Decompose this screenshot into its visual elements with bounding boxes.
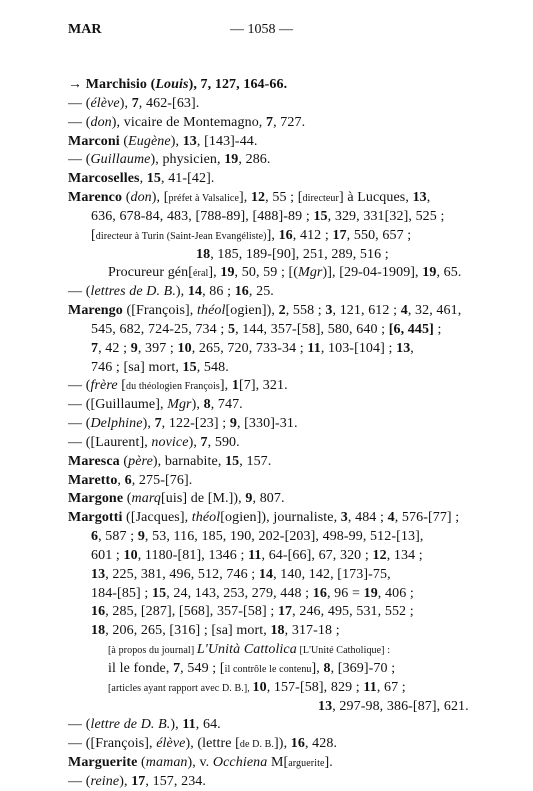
text-run: [7], 321. xyxy=(238,378,288,394)
text-run: , 41-[42]. xyxy=(161,171,215,187)
bold-run: 19 xyxy=(220,265,235,281)
text-run: ], xyxy=(266,227,279,243)
italic-run: Eugène xyxy=(128,133,171,149)
bold-run: 13 xyxy=(396,340,411,356)
text-run: ), physicien, xyxy=(150,152,225,168)
text-run: , 285, [287], [568], 357-[58] ; xyxy=(105,604,278,620)
bold-run: 5 xyxy=(227,321,236,337)
entry-line xyxy=(68,772,206,791)
text-run: ([Jacques], xyxy=(122,510,192,526)
bold-run: 7 xyxy=(131,95,139,111)
entry-line xyxy=(68,150,271,170)
small-run: directeur à Turin (Saint-Jean Evangéliste) xyxy=(95,230,267,242)
small-run: éral xyxy=(192,268,209,280)
bold-run: 11 xyxy=(307,340,321,356)
text-run: ], xyxy=(208,265,221,281)
bold-run: 16 xyxy=(91,604,106,620)
text-run: , 225, 381, 496, 512, 746 ; xyxy=(105,566,259,582)
bold-run: 12 xyxy=(372,547,387,563)
entry-line xyxy=(108,263,461,284)
entry-line xyxy=(68,395,243,415)
bold-run: 9 xyxy=(229,416,237,432)
entry-line xyxy=(68,414,298,434)
text-run: )], [29-04-1909], xyxy=(322,265,423,281)
bold-run: 16 xyxy=(312,585,327,601)
text-run: — ( xyxy=(68,284,91,300)
text-run: , 50, 59 ; [( xyxy=(234,265,299,281)
text-run: , xyxy=(117,472,125,488)
bold-run: 15 xyxy=(151,585,167,601)
small-run: préfet à Valsalice xyxy=(168,193,239,205)
text-run: , 53, 116, 185, 190, 202-[203], 498-99, 512-[13], xyxy=(144,529,424,545)
entry-line xyxy=(196,245,389,265)
italic-run: novice xyxy=(151,434,189,450)
bold-run: 2 xyxy=(278,303,286,319)
bold-run: 13 xyxy=(91,566,106,582)
italic-run: Louis xyxy=(155,77,189,92)
text-run: ), xyxy=(188,77,201,92)
bold-run: 11 xyxy=(182,717,196,733)
entry-line xyxy=(91,339,414,359)
text-run: , 484 ; xyxy=(347,510,388,526)
text-run: , 134 ; xyxy=(386,547,423,563)
running-header-section: MAR xyxy=(68,22,102,37)
entry-line-marchisio xyxy=(68,75,287,95)
bold-run: 1 xyxy=(231,378,239,394)
text-run: Procureur gén[ xyxy=(108,265,193,281)
text-run: — ([François], xyxy=(68,736,157,752)
bold-run: 16 xyxy=(290,736,305,752)
text-run: ([François], xyxy=(122,303,197,319)
italic-run: frère xyxy=(90,378,118,394)
bold-run: 6 xyxy=(91,529,99,545)
text-run: [ogien]), journaliste, xyxy=(220,510,341,526)
text-run: ), xyxy=(119,95,132,111)
text-run: [uis] de [M.]), xyxy=(160,491,246,507)
text-run: , 550, 657 ; xyxy=(346,227,412,243)
text-run: , 548. xyxy=(196,359,229,375)
italic-run: père xyxy=(128,453,153,469)
text-run: ), xyxy=(175,284,188,300)
text-run: — ( xyxy=(68,378,91,394)
text-run: [ xyxy=(117,378,127,394)
entry-line xyxy=(91,358,229,378)
text-run: ), vicaire de Montemagno, xyxy=(111,114,266,130)
bold-run: 14 xyxy=(258,566,274,582)
entry-line-margone xyxy=(68,489,285,509)
text-run: — ([Laurent], xyxy=(68,434,152,450)
bold-run: 18 xyxy=(196,246,211,262)
text-run: , 590. xyxy=(207,434,240,450)
text-run: , 157-[58], 829 ; xyxy=(266,679,364,695)
bold-run: Marguerite xyxy=(68,755,138,771)
text-run: ( xyxy=(137,755,146,771)
text-run: ), xyxy=(119,774,132,789)
bold-run: 3 xyxy=(325,303,333,319)
entry-line-marcoselles xyxy=(68,169,215,189)
bold-run: 19 xyxy=(422,265,437,281)
entry-line xyxy=(68,433,240,453)
text-run: , 428. xyxy=(304,736,338,752)
text-run: , 42 ; xyxy=(98,340,131,356)
text-run: — ( xyxy=(68,774,91,789)
entry-line xyxy=(91,207,444,227)
text-run: , 64-[66], 67, 320 ; xyxy=(261,547,373,563)
small-run: [L'Unité Catholique] : xyxy=(296,645,391,657)
entry-line-marguerite xyxy=(68,753,333,774)
bold-run: 17 xyxy=(277,604,293,620)
entry-line xyxy=(68,376,288,397)
bold-run: 11 xyxy=(363,679,377,695)
text-run: ), xyxy=(191,397,204,413)
text-run: ( xyxy=(122,190,131,206)
bold-run: 11 xyxy=(248,547,262,563)
text-run: , 549 ; [ xyxy=(180,660,225,676)
bold-run: 13 xyxy=(182,133,197,149)
bold-run: 19 xyxy=(224,152,239,168)
italic-run: Guillaume xyxy=(90,152,151,168)
entry-line xyxy=(68,113,305,133)
text-run: , 462-[63]. xyxy=(138,95,200,111)
bold-run: 7 xyxy=(173,660,181,676)
text-run: 184-[85] ; xyxy=(91,585,152,601)
text-run: , 32, 461, xyxy=(407,303,462,319)
italic-run: théol xyxy=(191,510,221,526)
bold-run: 15 xyxy=(146,171,161,187)
text-run: , [143]-44. xyxy=(196,133,258,149)
small-run: arguerite xyxy=(288,758,325,770)
small-run: il contrôle le contenu xyxy=(224,663,312,675)
text-run: ), v. xyxy=(187,755,213,771)
text-run: ( xyxy=(123,491,132,507)
text-run: , 727. xyxy=(273,114,306,130)
text-run: , 127, 164-66. xyxy=(207,77,288,92)
bold-run: 9 xyxy=(137,529,145,545)
text-run: ; xyxy=(433,321,442,337)
italic-run: lettre de D. B. xyxy=(90,717,171,733)
text-run: , 24, 143, 253, 279, 448 ; xyxy=(166,585,313,601)
bold-run: 12 xyxy=(250,190,266,206)
text-run: — ( xyxy=(68,416,91,432)
bold-run: Marcoselles xyxy=(68,171,140,187)
bold-run: Marengo xyxy=(68,303,123,319)
italic-run: reine xyxy=(90,774,120,789)
text-run: , 185, 189-[90], 251, 289, 516 ; xyxy=(210,246,389,262)
text-run: ), barnabite, xyxy=(152,453,226,469)
entry-line xyxy=(68,282,274,302)
text-run: [ogien]), xyxy=(225,303,279,319)
bold-run: 15 xyxy=(313,208,328,224)
italic-run: don xyxy=(130,190,152,206)
text-run: 545, 682, 724-25, 734 ; xyxy=(91,321,228,337)
text-run: , 246, 495, 531, 552 ; xyxy=(292,604,414,620)
bold-run: Marconi xyxy=(68,133,120,149)
text-run: , 121, 612 ; xyxy=(332,303,401,319)
text-run: , 157, 234. xyxy=(145,774,206,789)
entry-line xyxy=(91,527,423,547)
bold-run: 17 xyxy=(131,774,146,789)
bold-run: [6, 445] xyxy=(388,321,434,337)
italic-run: don xyxy=(90,114,112,130)
small-run: [à propos du journal] xyxy=(108,645,197,657)
bold-run: Margotti xyxy=(68,510,123,526)
text-run: ), [ xyxy=(151,190,169,206)
bold-run: 8 xyxy=(203,397,211,413)
entry-line xyxy=(108,640,390,661)
text-run: ( xyxy=(119,453,129,469)
text-run: 601 ; xyxy=(91,547,124,563)
text-run: , 807. xyxy=(252,491,285,507)
text-run: , 317-18 ; xyxy=(284,623,340,639)
text-run: ], xyxy=(311,660,324,676)
text-run: , 558 ; xyxy=(285,303,326,319)
text-run: — ( xyxy=(68,152,91,168)
text-run: , 397 ; xyxy=(137,340,178,356)
text-run: , 265, 720, 733-34 ; xyxy=(191,340,308,356)
entry-line-maretto xyxy=(68,471,192,491)
bold-run: 9 xyxy=(130,340,138,356)
bold-run: Marenco xyxy=(68,190,123,206)
italic-run: Occhiena xyxy=(212,755,268,771)
text-run: , 576-[77] ; xyxy=(394,510,460,526)
text-run: ] à Lucques, xyxy=(338,190,413,206)
text-run: , 206, 265, [316] ; [sa] mort, xyxy=(105,623,271,639)
bold-run: 7 xyxy=(154,416,162,432)
text-run: , 65. xyxy=(436,265,462,281)
text-run: il le fonde, xyxy=(108,660,174,676)
text-run: , [330]-31. xyxy=(236,416,298,432)
text-run: , 406 ; xyxy=(377,585,414,601)
entry-line-marconi xyxy=(68,132,258,152)
bold-run: 6 xyxy=(124,472,132,488)
small-run: de D. B. xyxy=(239,739,275,751)
bold-run: 13 xyxy=(318,698,333,714)
italic-run: maman xyxy=(145,755,188,771)
entry-line xyxy=(91,546,423,566)
italic-run: marq xyxy=(131,491,161,507)
bold-run: 16 xyxy=(234,284,249,300)
bold-run: 4 xyxy=(387,510,395,526)
italic-run: élève xyxy=(156,736,186,752)
bold-run: Maretto xyxy=(68,472,118,488)
entry-line xyxy=(68,734,337,755)
text-run: , 86 ; xyxy=(202,284,235,300)
text-run: , 747. xyxy=(210,397,243,413)
text-run: , 297-98, 386-[87], 621. xyxy=(332,698,469,714)
text-run: ), xyxy=(170,717,183,733)
entry-line xyxy=(91,602,414,622)
text-run: , 144, 357-[58], 580, 640 ; xyxy=(235,321,389,337)
bold-run: 14 xyxy=(187,284,203,300)
bold-run: 10 xyxy=(123,547,138,563)
text-run: ( xyxy=(119,133,129,149)
italic-run: lettres de D. B. xyxy=(90,284,176,300)
small-run: directeur xyxy=(302,193,339,205)
bold-run: 15 xyxy=(225,453,240,469)
text-run: , 96 = xyxy=(326,585,364,601)
text-run: — ( xyxy=(68,95,91,111)
bold-run: 18 xyxy=(270,623,285,639)
text-run: , 286. xyxy=(238,152,271,168)
italic-run: Delphine xyxy=(90,416,143,432)
text-run: — ( xyxy=(68,717,91,733)
text-run: , 412 ; xyxy=(292,227,333,243)
italic-run: élève xyxy=(90,95,120,111)
bold-run: Marchisio xyxy=(85,77,148,92)
entry-line-maresca xyxy=(68,452,271,472)
text-run: ]. xyxy=(324,755,333,771)
italic-run: Mgr xyxy=(298,265,323,281)
text-run: ), (lettre [ xyxy=(185,736,240,752)
text-run: , 67 ; xyxy=(376,679,406,695)
bold-run: 7 xyxy=(200,77,208,92)
bold-run: 7 xyxy=(91,340,99,356)
text-run: , xyxy=(410,340,414,356)
text-run: , 140, 142, [173]-75, xyxy=(273,566,391,582)
text-run: , 587 ; xyxy=(98,529,138,545)
bold-run: 9 xyxy=(245,491,253,507)
italic-run: L'Unità Cattolica xyxy=(196,642,297,658)
text-run: , [369]-70 ; xyxy=(330,660,396,676)
entry-line xyxy=(91,226,411,247)
entry-line xyxy=(91,621,340,641)
entry-line-marenco xyxy=(68,188,430,209)
small-run: du théologien François xyxy=(126,381,220,393)
bold-run: 19 xyxy=(363,585,378,601)
text-run: 746 ; [sa] mort, xyxy=(91,359,183,375)
bold-run: 18 xyxy=(91,623,106,639)
text-run: [ xyxy=(91,227,96,243)
text-run: — ([Guillaume], xyxy=(68,397,168,413)
bold-run: 15 xyxy=(182,359,197,375)
bold-run: 10 xyxy=(177,340,192,356)
text-run: , 1180-[81], 1346 ; xyxy=(137,547,249,563)
entry-line-margotti xyxy=(68,508,459,528)
entry-line xyxy=(91,565,391,585)
text-run: , 55 ; [ xyxy=(265,190,303,206)
bold-run: 8 xyxy=(323,660,331,676)
italic-run: Mgr xyxy=(167,397,192,413)
page-number: — 1058 — xyxy=(230,22,293,37)
text-run: ), xyxy=(170,133,183,149)
text-run: , 275-[76]. xyxy=(131,472,193,488)
text-run: , 122-[23] ; xyxy=(161,416,230,432)
text-run: ]), xyxy=(274,736,291,752)
entry-line xyxy=(68,94,199,114)
small-run: [articles ayant rapport avec D. B.], xyxy=(108,682,253,694)
text-run: , 329, 331[32], 525 ; xyxy=(327,208,445,224)
bold-run: 4 xyxy=(400,303,408,319)
entry-line xyxy=(68,715,221,735)
bold-run: → xyxy=(68,77,86,92)
text-run: , 157. xyxy=(239,453,272,469)
entry-line-marengo xyxy=(68,301,461,321)
bold-run: 10 xyxy=(252,679,267,695)
text-run: , 64. xyxy=(195,717,221,733)
entry-line xyxy=(108,678,406,699)
bold-run: 13 xyxy=(412,190,427,206)
bold-run: 16 xyxy=(278,227,293,243)
entry-line xyxy=(318,697,469,717)
text-run: ( xyxy=(147,77,156,92)
bold-run: Maresca xyxy=(68,453,120,469)
text-run: ), xyxy=(188,434,201,450)
bold-run: 7 xyxy=(266,114,274,130)
text-run: — ( xyxy=(68,114,91,130)
text-run: ], xyxy=(238,190,251,206)
bold-run: 3 xyxy=(340,510,348,526)
text-run: , 25. xyxy=(248,284,274,300)
text-run: , 103-[104] ; xyxy=(320,340,397,356)
text-run: M[ xyxy=(267,755,289,771)
entry-line xyxy=(108,659,395,680)
bold-run: 7 xyxy=(200,434,208,450)
text-run: 636, 678-84, 483, [788-89], [488]-89 ; xyxy=(91,208,314,224)
entry-line xyxy=(91,320,441,340)
bold-run: Margone xyxy=(68,491,124,507)
text-run: , xyxy=(139,171,147,187)
italic-run: théol xyxy=(196,303,226,319)
text-run: ), xyxy=(142,416,155,432)
text-run: ], xyxy=(219,378,232,394)
entry-line xyxy=(91,584,414,604)
bold-run: 17 xyxy=(332,227,347,243)
text-run: , xyxy=(426,190,431,206)
